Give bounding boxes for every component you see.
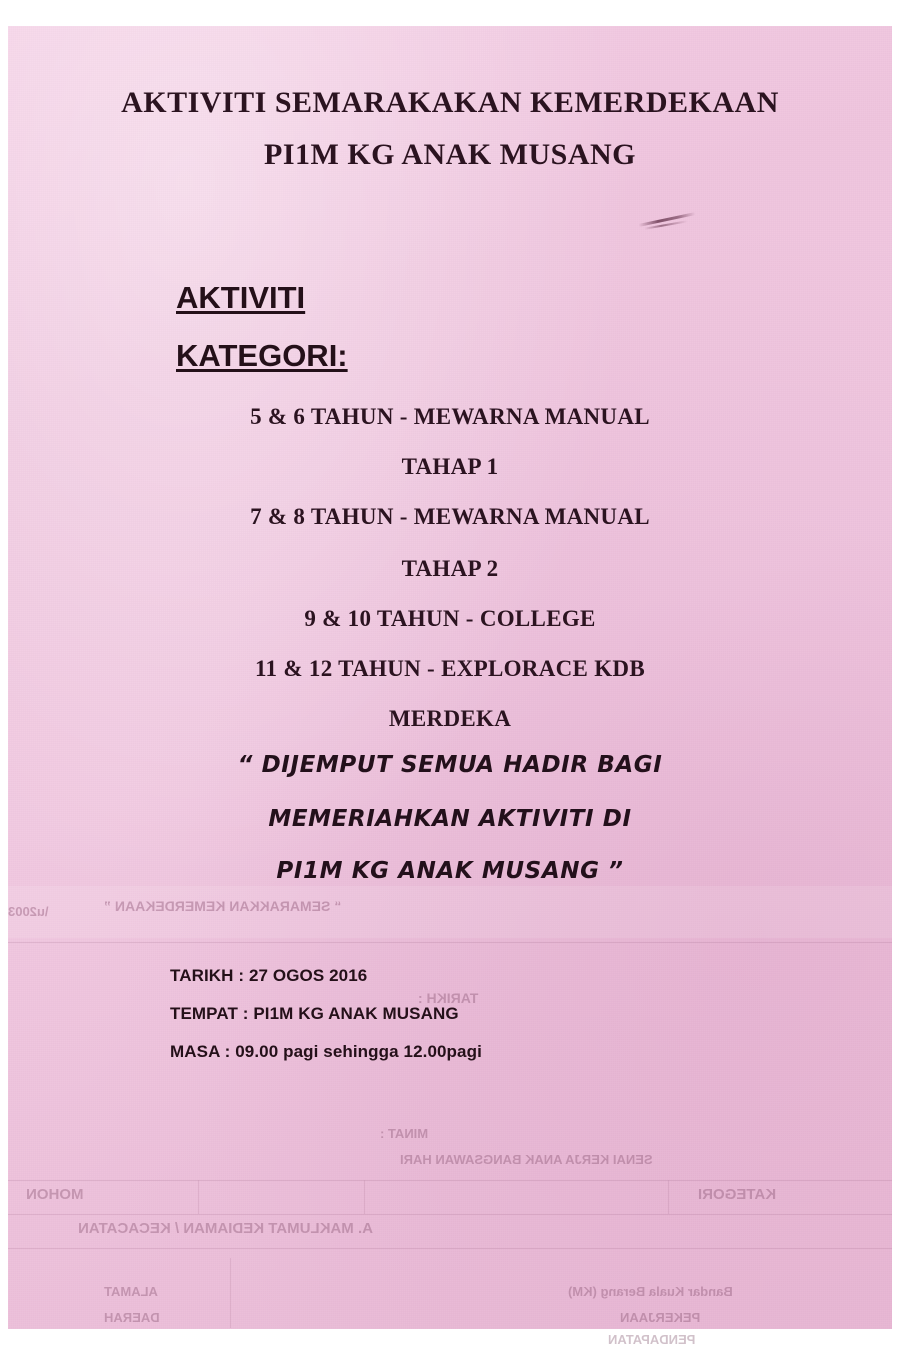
category-line-3: TAHAP 2 bbox=[401, 556, 499, 581]
bleed-text-6: A. MAKLUMAT KEDIAMAN / KECACATAN bbox=[78, 1220, 373, 1237]
scanned-paper bbox=[8, 26, 892, 1347]
bleed-text-2: MINAT : bbox=[380, 1126, 429, 1141]
invitation-line-1: MEMERIAHKAN AKTIVITI DI bbox=[268, 806, 632, 832]
bleed-text-3: SENAI KERJA ANAK BANGSAWAN HARI bbox=[400, 1152, 653, 1167]
page-title-line-2: PI1M KG ANAK MUSANG bbox=[264, 138, 636, 171]
category-line-1: TAHAP 1 bbox=[401, 454, 499, 479]
bleed-text-0: “ SEMARAKKAN KEMERDEKAAN ” bbox=[104, 898, 342, 914]
page-right-margin bbox=[892, 0, 900, 1329]
bleed-text-9: PEKERJAAN bbox=[620, 1310, 701, 1325]
category-line-4: 9 & 10 TAHUN - COLLEGE bbox=[304, 606, 596, 631]
bleed-through-layer bbox=[8, 886, 892, 1347]
detail-masa: MASA : 09.00 pagi sehingga 12.00pagi bbox=[170, 1042, 482, 1061]
page-top-margin bbox=[0, 0, 900, 26]
pen-stroke-mark bbox=[638, 206, 700, 232]
detail-tempat: TEMPAT : PI1M KG ANAK MUSANG bbox=[170, 1004, 459, 1023]
bleed-text-4: MOHON bbox=[26, 1186, 84, 1203]
bleed-text-marker: \u2003 bbox=[8, 904, 49, 919]
category-line-0: 5 & 6 TAHUN - MEWARNA MANUAL bbox=[250, 404, 650, 429]
category-line-2: 7 & 8 TAHUN - MEWARNA MANUAL bbox=[250, 504, 650, 529]
bleed-text-1: TARIKH : bbox=[418, 990, 479, 1006]
heading-aktiviti: AKTIVITI bbox=[176, 280, 306, 315]
page-title-line-1: AKTIVITI SEMARAKAKAN KEMERDEKAAN bbox=[121, 86, 779, 119]
bleed-text-10: PENDAPATAN bbox=[608, 1332, 696, 1347]
bleed-text-5: KATEGORI bbox=[698, 1186, 777, 1203]
category-line-6: MERDEKA bbox=[388, 706, 512, 731]
page-left-margin bbox=[0, 0, 8, 1329]
invitation-line-2: PI1M KG ANAK MUSANG ” bbox=[276, 858, 624, 884]
bleed-text-11: Bandar Kuala Berang (KM) bbox=[568, 1284, 733, 1299]
bleed-text-8: DAERAH bbox=[104, 1310, 160, 1325]
heading-kategori: KATEGORI: bbox=[176, 338, 348, 373]
invitation-line-0: “ DIJEMPUT SEMUA HADIR BAGI bbox=[237, 752, 663, 778]
detail-tarikh: TARIKH : 27 OGOS 2016 bbox=[170, 966, 368, 985]
bleed-text-7: ALAMAT bbox=[104, 1284, 158, 1299]
category-line-5: 11 & 12 TAHUN - EXPLORACE KDB bbox=[255, 656, 645, 681]
